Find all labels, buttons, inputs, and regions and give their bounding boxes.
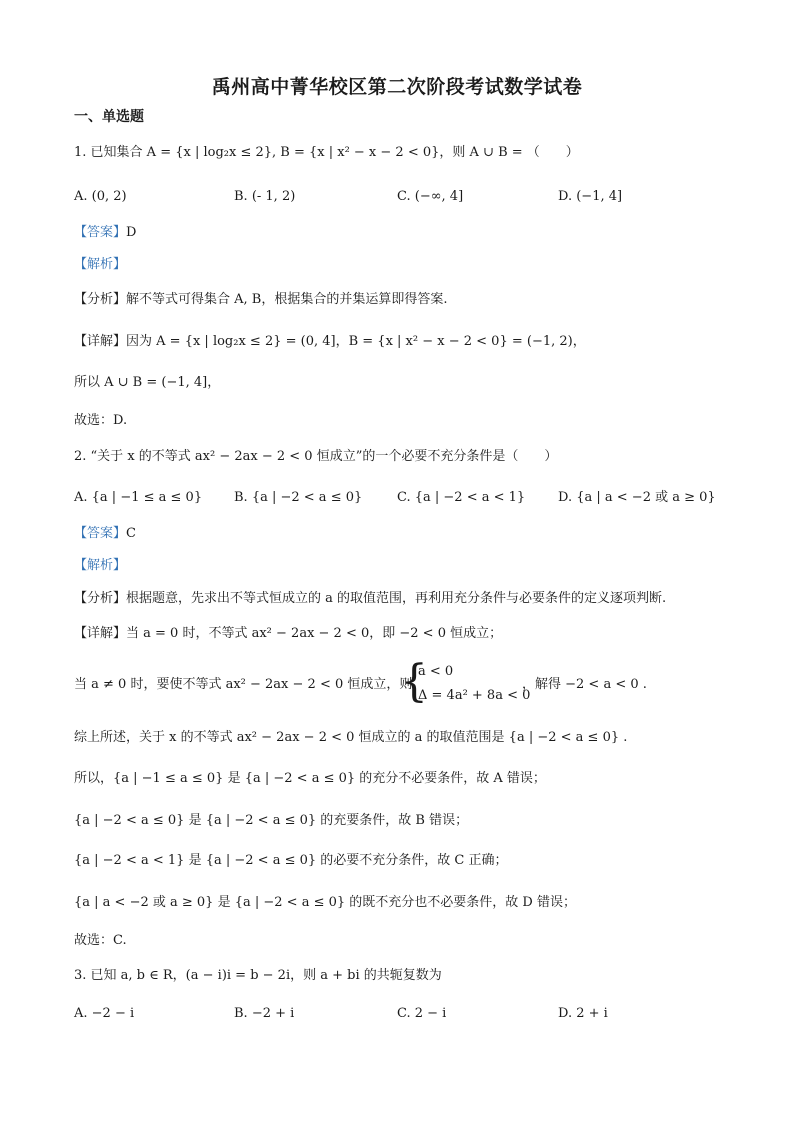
q2-judge-a: 所以，{a | −1 ≤ a ≤ 0} 是 {a | −2 < a ≤ 0} 的充分不必要条件，故 A 错误； bbox=[74, 771, 546, 786]
system-row-2: Δ = 4a² + 8a < 0 bbox=[418, 688, 531, 703]
q2-xiangjie: 当 a = 0 时，不等式 ax² − 2ax − 2 < 0，即 −2 < 0 恒成立； bbox=[126, 626, 503, 641]
q1-answer-line bbox=[74, 222, 754, 244]
q1-option-c: C. (−∞, 4] bbox=[397, 189, 464, 204]
q3-option-d: D. 2 + i bbox=[558, 1006, 608, 1021]
q2-judge-b: {a | −2 < a ≤ 0} 是 {a | −2 < a ≤ 0} 的充要条件，故 B 错误； bbox=[74, 813, 469, 828]
q3-option-c: C. 2 − i bbox=[397, 1006, 447, 1021]
q1-option-d: D. (−1, 4] bbox=[558, 189, 623, 204]
q2-option-d: D. {a | a < −2 或 a ≥ 0} bbox=[558, 490, 716, 505]
q2-summary: 综上所述，关于 x 的不等式 ax² − 2ax − 2 < 0 恒成立的 a 的取值范围是 {a | −2 < a ≤ 0} . bbox=[74, 730, 628, 745]
q2-case-result: ，解得 −2 < a < 0 . bbox=[522, 677, 647, 692]
q1-option-a: A. (0, 2) bbox=[74, 189, 127, 204]
q2-conclusion: 故选：C. bbox=[74, 933, 127, 948]
q1-fenxi: 解不等式可得集合 A, B，根据集合的并集运算即得答案. bbox=[126, 292, 448, 307]
answer-tag: 【答案】 bbox=[74, 526, 127, 541]
xiangjie-tag: 【详解】 bbox=[74, 334, 127, 349]
q2-option-a: A. {a | −1 ≤ a ≤ 0} bbox=[74, 490, 203, 505]
page-title: 禹州高中菁华校区第二次阶段考试数学试卷 bbox=[211, 76, 583, 98]
q1-xiangjie-line bbox=[74, 331, 754, 353]
q2-analysis-line bbox=[74, 555, 754, 577]
system-brace: { bbox=[400, 656, 428, 707]
q3-stem: 3. 已知 a, b ∈ R，(a − i)i = b − 2i，则 a + bi 的共轭复数为 bbox=[74, 968, 442, 983]
q2-stem: 2. “关于 x 的不等式 ax² − 2ax − 2 < 0 恒成立”的一个必要不充分条件是（ ） bbox=[74, 449, 558, 464]
analysis-tag: 【解析】 bbox=[74, 257, 127, 272]
q1-option-b: B. (- 1, 2) bbox=[234, 189, 296, 204]
section-heading: 一、单选题 bbox=[74, 109, 144, 125]
xiangjie-tag: 【详解】 bbox=[74, 626, 127, 641]
q2-answer-line bbox=[74, 523, 754, 545]
q2-option-c: C. {a | −2 < a < 1} bbox=[397, 490, 526, 505]
q1-union-line: 所以 A ∪ B = (−1, 4]， bbox=[74, 375, 221, 390]
q1-fenxi-line bbox=[74, 289, 754, 311]
q1-stem: 1. 已知集合 A = {x | log₂x ≤ 2}, B = {x | x² − x − 2 < 0}，则 A ∪ B = （ ） bbox=[74, 145, 579, 160]
q2-option-b: B. {a | −2 < a ≤ 0} bbox=[234, 490, 363, 505]
system-row-1: a < 0 bbox=[418, 664, 454, 679]
q2-fenxi-line bbox=[74, 588, 754, 610]
q2-fenxi: 根据题意，先求出不等式恒成立的 a 的取值范围，再利用充分条件与必要条件的定义逐项判断. bbox=[126, 591, 667, 606]
q3-option-a: A. −2 − i bbox=[74, 1006, 135, 1021]
q2-judge-d: {a | a < −2 或 a ≥ 0} 是 {a | −2 < a ≤ 0} 的既不充分也不必要条件，故 D 错误； bbox=[74, 895, 576, 910]
q2-answer: C bbox=[126, 526, 136, 541]
q1-conclusion: 故选：D. bbox=[74, 413, 128, 428]
fenxi-tag: 【分析】 bbox=[74, 292, 127, 307]
q1-answer: D bbox=[126, 225, 137, 240]
inequality-system bbox=[400, 656, 530, 712]
q2-judge-c: {a | −2 < a < 1} 是 {a | −2 < a ≤ 0} 的必要不充分条件，故 C 正确； bbox=[74, 853, 508, 868]
analysis-tag: 【解析】 bbox=[74, 558, 127, 573]
q1-analysis-line bbox=[74, 254, 754, 276]
q2-xiangjie-line bbox=[74, 623, 754, 645]
q2-case-line: 当 a ≠ 0 时，要使不等式 ax² − 2ax − 2 < 0 恒成立，则 bbox=[74, 677, 413, 692]
answer-tag: 【答案】 bbox=[74, 225, 127, 240]
fenxi-tag: 【分析】 bbox=[74, 591, 127, 606]
q1-xiangjie: 因为 A = {x | log₂x ≤ 2} = (0, 4]，B = {x | x² − x − 2 < 0} = (−1, 2)， bbox=[126, 334, 586, 349]
q3-option-b: B. −2 + i bbox=[234, 1006, 295, 1021]
